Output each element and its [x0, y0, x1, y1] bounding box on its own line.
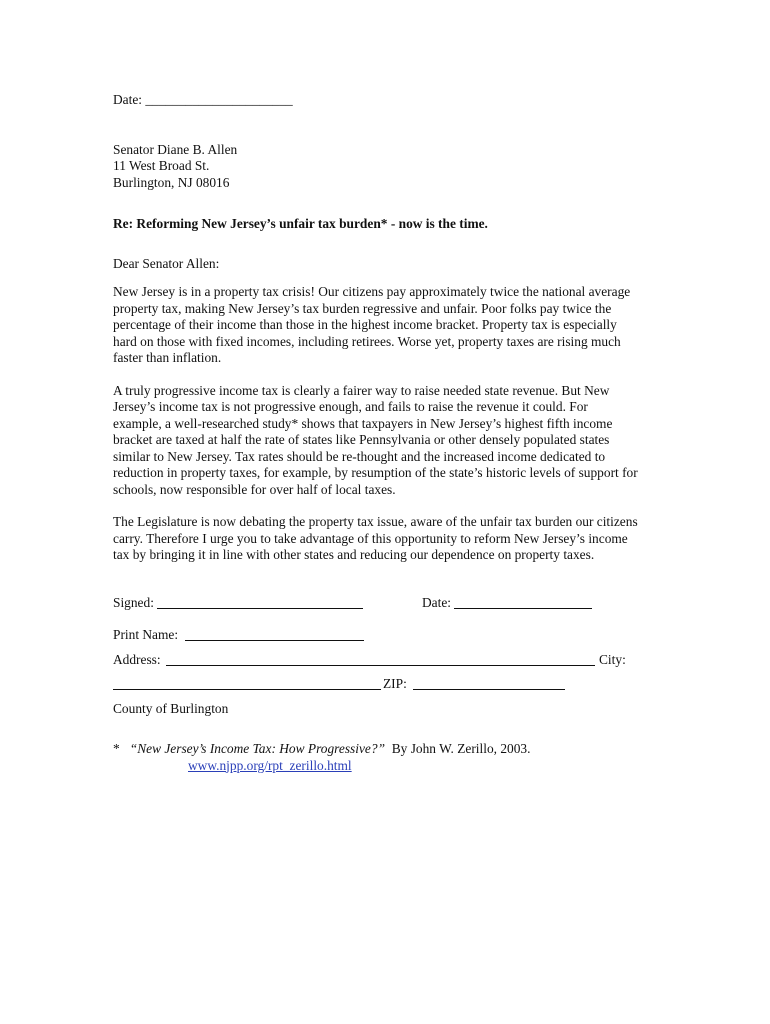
address-row: [113, 652, 673, 669]
signature-row: [113, 595, 673, 612]
county-line: County of Burlington: [113, 700, 229, 716]
sign-date-label: Date:: [422, 594, 451, 610]
city-field[interactable]: [113, 677, 381, 690]
zip-row: [113, 676, 673, 693]
recipient-address: [113, 142, 673, 192]
paragraph-line: reduction in property taxes, for example, by resumption of the state’s historic levels of support for: [113, 465, 638, 480]
address-line-2: 11 West Broad St.: [113, 158, 210, 173]
print-name-field[interactable]: [185, 628, 364, 641]
zip-field[interactable]: [413, 677, 565, 690]
address-line-3: Burlington, NJ 08016: [113, 174, 230, 190]
paragraph-2: [113, 383, 673, 499]
city-label: City:: [599, 651, 626, 667]
paragraph-3: [113, 514, 673, 564]
footnote-title: “New Jersey’s Income Tax: How Progressive?”: [129, 741, 386, 756]
paragraph-line: schools, now responsible for over half of local taxes.: [113, 481, 396, 497]
paragraph-line: percentage of their income than those in the highest income bracket. Property tax is especially: [113, 317, 617, 332]
footnote-link-line: [113, 758, 673, 775]
footnote-marker: *: [113, 741, 120, 756]
paragraph-line: hard on those with fixed incomes, including retirees. Worse yet, property taxes are rising much: [113, 333, 621, 349]
paragraph-line: The Legislature is now debating the property tax issue, aware of the unfair tax burden our citizens: [113, 514, 638, 529]
paragraph-line: bracket are taxed at half the rate of states like Pennsylvania or other densely populated states: [113, 432, 610, 447]
signed-label: Signed:: [113, 594, 154, 610]
print-name-row: [113, 627, 673, 644]
footnote: [113, 741, 673, 758]
paragraph-line: similar to New Jersey. Tax rates should be re-thought and the increased income dedicated to: [113, 448, 606, 464]
subject-line: Re: Reforming New Jersey’s unfair tax burden* - now is the time.: [113, 216, 488, 231]
paragraph-line: carry. Therefore I urge you to take advantage of this opportunity to reform New Jersey’s income: [113, 530, 628, 546]
print-name-label: Print Name:: [113, 627, 179, 642]
zip-label: ZIP:: [383, 676, 407, 691]
footnote-link[interactable]: www.njpp.org/rpt_zerillo.html: [188, 757, 352, 773]
address-line-1: Senator Diane B. Allen: [113, 141, 238, 157]
address-field[interactable]: [166, 653, 595, 666]
letter: [113, 92, 673, 774]
signature-field[interactable]: [157, 596, 363, 609]
paragraph-line: example, a well-researched study* shows that taxpayers in New Jersey’s highest fifth income: [113, 415, 613, 431]
date-line: Date: ______________________: [113, 92, 293, 107]
sign-date-field[interactable]: [454, 596, 592, 609]
paragraph-line: A truly progressive income tax is clearly a fairer way to raise needed state revenue. But New: [113, 382, 610, 398]
paragraph-line: property tax, making New Jersey’s tax burden regressive and unfair. Poor folks pay twice the: [113, 300, 612, 316]
address-label: Address:: [113, 651, 161, 667]
salutation: Dear Senator Allen:: [113, 255, 220, 271]
paragraph-line: tax by bringing it in line with other states and reducing our dependence on property taxes.: [113, 547, 595, 562]
footnote-byline: By John W. Zerillo, 2003.: [391, 741, 531, 756]
paragraph-line: faster than inflation.: [113, 350, 222, 365]
paragraph-line: Jersey’s income tax is not progressive enough, and fails to raise the revenue it could. For: [113, 399, 588, 414]
paragraph-1: [113, 284, 673, 367]
paragraph-line: New Jersey is in a property tax crisis! Our citizens pay approximately twice the national average: [113, 284, 631, 299]
